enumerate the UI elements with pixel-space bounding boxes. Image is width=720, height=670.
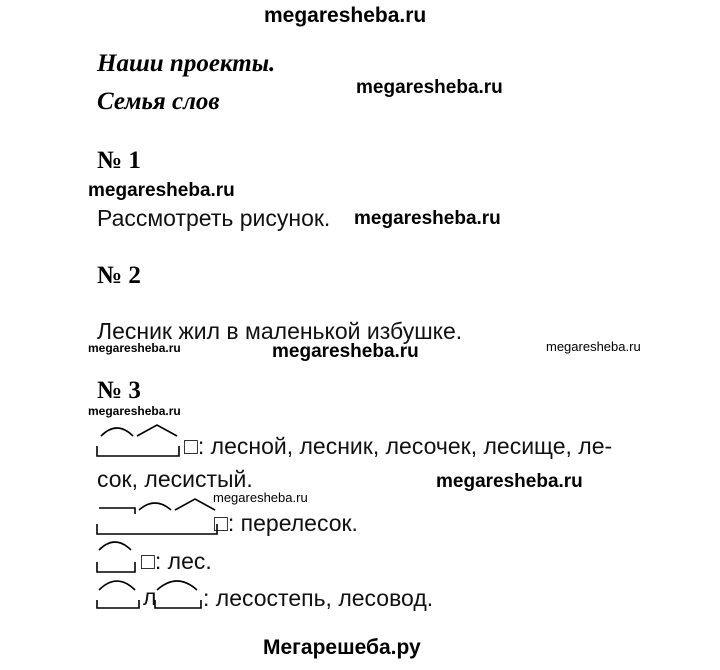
task3-line5-connector: л xyxy=(143,584,157,610)
heading-line2: Семья слов xyxy=(97,88,220,115)
task2-text: Лесник жил в маленькой избушке. xyxy=(97,318,463,344)
watermark-task1-left: megaresheba.ru xyxy=(88,180,235,201)
task3-line1: □: лесной, лесник, лесочек, лесище, ле- xyxy=(184,433,613,459)
watermark-task3-right: megaresheba.ru xyxy=(436,471,583,492)
watermark-task1-right: megaresheba.ru xyxy=(354,208,501,229)
watermark-task2-right: megaresheba.ru xyxy=(546,339,641,354)
heading-line1: Наши проекты. xyxy=(97,50,276,77)
watermark-task3-small: megaresheba.ru xyxy=(88,404,181,418)
watermark-task3-mid: megaresheba.ru xyxy=(213,490,308,505)
task2-number: № 2 xyxy=(97,262,141,289)
task1-text: Рассмотреть рисунок. xyxy=(97,205,331,231)
task3-line5: : лесостепь, лесовод. xyxy=(203,585,434,611)
watermark-top: megaresheba.ru xyxy=(264,4,427,27)
watermark-task2-left: megaresheba.ru xyxy=(88,341,181,355)
task3-line2: сок, лесистый. xyxy=(97,466,253,492)
watermark-heading-right: megaresheba.ru xyxy=(356,77,503,98)
watermark-footer: Мегарешеба.ру xyxy=(263,636,421,659)
task1-number: № 1 xyxy=(97,147,141,174)
task3-number: № 3 xyxy=(97,377,141,404)
task3-line4: □: лес. xyxy=(141,548,212,574)
watermark-task2-center: megaresheba.ru xyxy=(272,341,419,362)
task3-line3: □: перелесок. xyxy=(214,510,358,536)
